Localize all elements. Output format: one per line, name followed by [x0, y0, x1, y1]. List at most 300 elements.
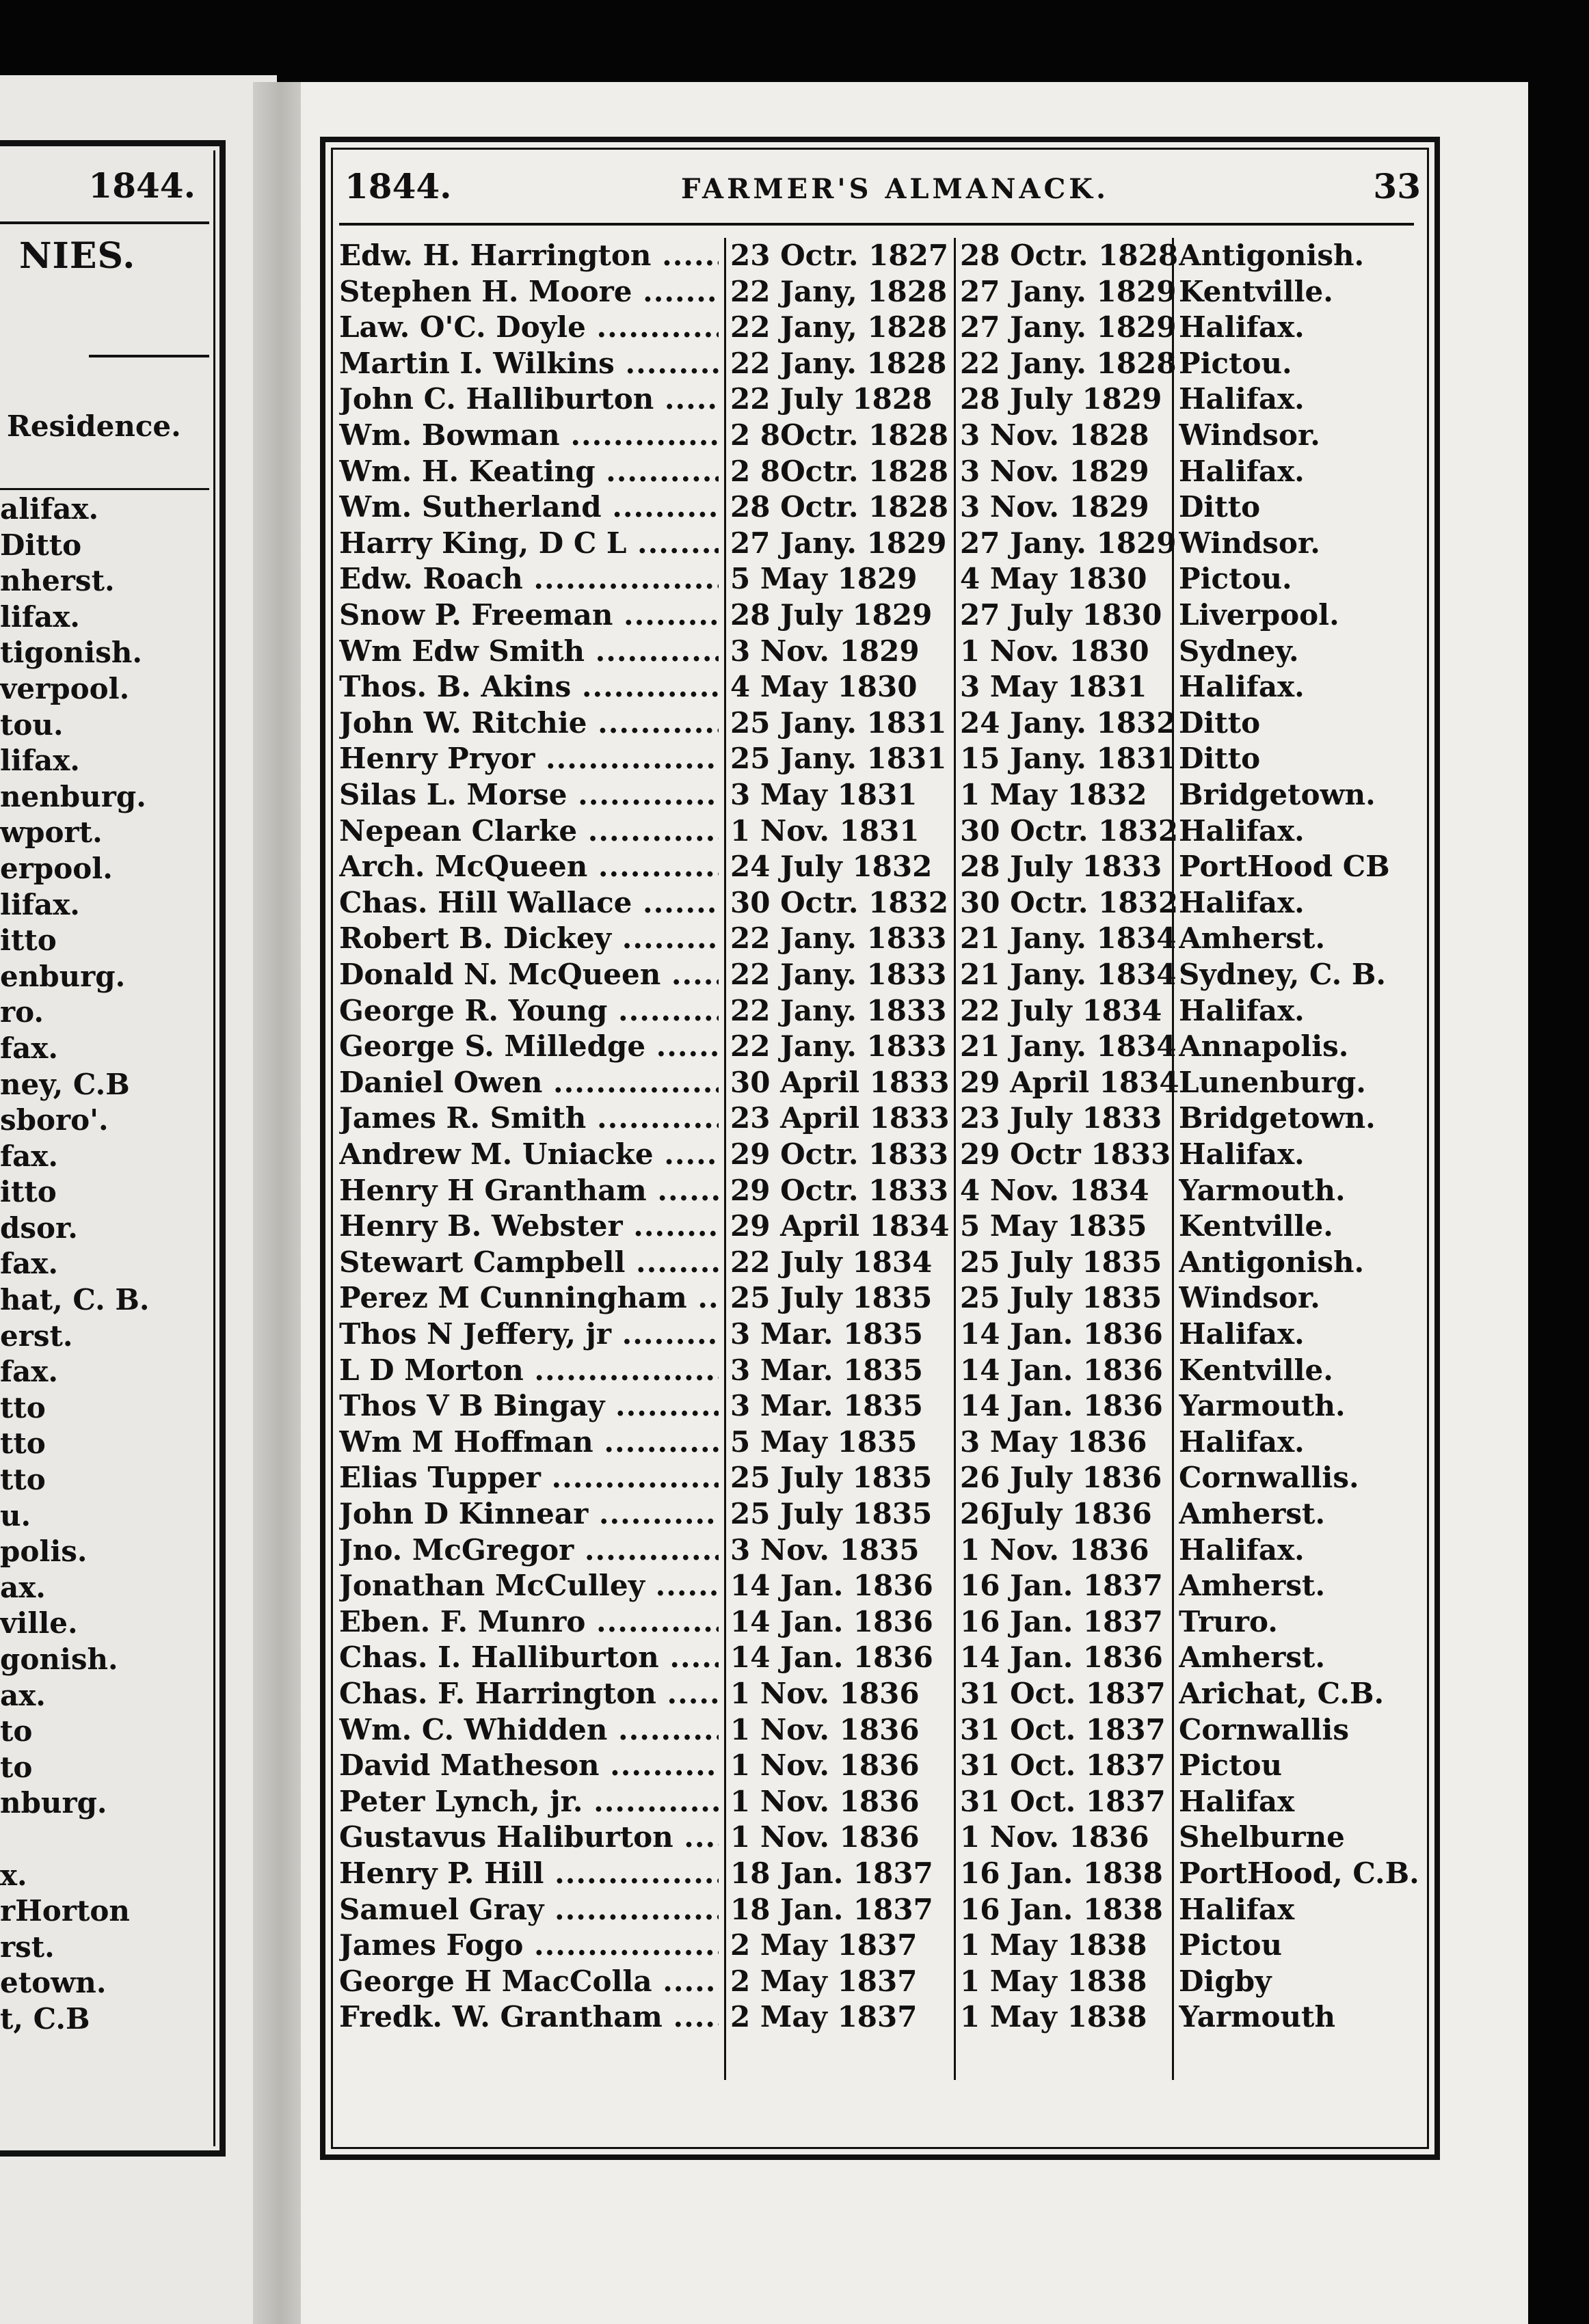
date-to: 16 Jan. 1837 — [960, 1604, 1163, 1638]
table-row — [325, 274, 1434, 310]
left-column-header: Residence. — [7, 409, 181, 443]
residence: Liverpool. — [1179, 598, 1339, 632]
member-name: John D Kinnear ..... — [339, 1496, 719, 1532]
date-to: 3 Nov. 1829 — [960, 490, 1149, 524]
member-name: Chas. F. Harrington ..... — [339, 1676, 719, 1712]
date-from: 3 May 1831 — [730, 778, 918, 811]
table-row — [325, 885, 1434, 921]
left-residence-item: ville. — [0, 1606, 78, 1640]
date-to: 21 Jany. 1834 — [960, 921, 1177, 956]
table-row — [325, 1280, 1434, 1316]
member-name: David Matheson ..... — [339, 1748, 719, 1784]
table-row — [325, 346, 1434, 382]
member-name: L D Morton ..... — [339, 1353, 719, 1389]
date-to: 21 Jany. 1834 — [960, 1029, 1177, 1064]
residence: Windsor. — [1179, 418, 1320, 452]
date-from: 23 Octr. 1827 — [730, 239, 949, 272]
date-from: 22 Jany. 1833 — [730, 921, 947, 956]
member-name: Henry P. Hill ..... — [339, 1856, 719, 1892]
date-from: 27 Jany. 1829 — [730, 526, 947, 560]
table-row — [325, 1496, 1434, 1532]
table-row — [325, 1065, 1434, 1101]
residence: Yarmouth — [1179, 2000, 1335, 2034]
date-to: 1 May 1838 — [960, 2000, 1147, 2034]
residence: PortHood, C.B. — [1179, 1856, 1419, 1890]
member-name: Henry Pryor ..... — [339, 741, 719, 777]
residence: Halifax. — [1179, 1532, 1305, 1567]
date-from: 3 Nov. 1829 — [730, 634, 920, 668]
residence: Antigonish. — [1179, 239, 1365, 272]
member-name: Samuel Gray ..... — [339, 1892, 719, 1928]
left-residence-item: tto — [0, 1390, 46, 1424]
residence: Digby — [1179, 1964, 1272, 1998]
left-residence-item: rst. — [0, 1930, 55, 1964]
date-to: 14 Jan. 1836 — [960, 1353, 1163, 1387]
table-row — [325, 741, 1434, 777]
member-name: Wm. H. Keating ..... — [339, 454, 719, 490]
table-row — [325, 813, 1434, 850]
residence: Halifax. — [1179, 454, 1305, 488]
residence: PortHood CB — [1179, 850, 1390, 884]
table-row — [325, 1460, 1434, 1496]
date-from: 22 Jany. 1828 — [730, 346, 947, 380]
member-name: Edw. H. Harrington ..... — [339, 238, 719, 274]
date-from: 1 Nov. 1836 — [730, 1784, 920, 1818]
date-from: 4 May 1830 — [730, 670, 918, 704]
left-residence-item: u. — [0, 1498, 31, 1532]
date-to: 14 Jan. 1836 — [960, 1317, 1163, 1351]
date-to: 4 Nov. 1834 — [960, 1173, 1149, 1207]
member-name: Wm Edw Smith ..... — [339, 634, 719, 670]
left-residence-item: nherst. — [0, 564, 115, 598]
left-residence-item: nenburg. — [0, 779, 146, 813]
residence: Kentville. — [1179, 1209, 1333, 1243]
member-name: Edw. Roach ..... — [339, 561, 719, 597]
residence: Windsor. — [1179, 526, 1320, 560]
left-page-heading: NIES. — [19, 235, 136, 277]
residence: Halifax — [1179, 1784, 1295, 1818]
member-name: Donald N. McQueen ..... — [339, 957, 719, 993]
left-residence-item: erst. — [0, 1319, 73, 1353]
date-to: 16 Jan. 1838 — [960, 1856, 1163, 1890]
residence: Ditto — [1179, 742, 1261, 776]
date-to: 1 Nov. 1836 — [960, 1532, 1149, 1567]
date-to: 21 Jany. 1834 — [960, 958, 1177, 991]
left-residence-item: itto — [0, 1175, 57, 1209]
date-from: 14 Jan. 1836 — [730, 1604, 933, 1638]
date-from: 25 July 1835 — [730, 1281, 933, 1315]
residence: Yarmouth. — [1179, 1389, 1346, 1423]
member-name: Wm. C. Whidden ..... — [339, 1712, 719, 1748]
member-name: Peter Lynch, jr. ..... — [339, 1784, 719, 1820]
residence: Antigonish. — [1179, 1245, 1365, 1279]
member-name: Henry B. Webster ..... — [339, 1208, 719, 1245]
table-row — [325, 1820, 1434, 1856]
date-from: 25 July 1835 — [730, 1497, 933, 1530]
left-residence-item: ney, C.B — [0, 1067, 130, 1101]
date-to: 31 Oct. 1837 — [960, 1677, 1166, 1710]
member-name: Chas. Hill Wallace ..... — [339, 885, 719, 921]
date-to: 26July 1836 — [960, 1497, 1152, 1530]
member-name: Arch. McQueen ..... — [339, 849, 719, 885]
table-row — [325, 454, 1434, 490]
date-to: 1 May 1838 — [960, 1964, 1147, 1998]
table-row — [325, 1568, 1434, 1604]
residence: Halifax. — [1179, 1137, 1305, 1171]
member-name: Perez M Cunningham ..... — [339, 1280, 719, 1316]
residence: Pictou — [1179, 1748, 1283, 1783]
date-to: 25 July 1835 — [960, 1245, 1162, 1279]
left-page-frame — [0, 140, 226, 2157]
date-from: 22 July 1834 — [730, 1245, 933, 1279]
date-from: 2 May 1837 — [730, 2000, 918, 2034]
page-year: 1844. — [345, 166, 452, 206]
left-heading-rule — [89, 355, 209, 357]
left-residence-item: to — [0, 1750, 33, 1784]
table-row — [325, 705, 1434, 742]
residence: Halifax. — [1179, 310, 1305, 344]
member-name: Fredk. W. Grantham ..... — [339, 1999, 719, 2036]
table-row — [325, 1137, 1434, 1173]
date-from: 18 Jan. 1837 — [730, 1856, 933, 1890]
member-name: Jonathan McCulley ..... — [339, 1568, 719, 1604]
member-name: Elias Tupper ..... — [339, 1460, 719, 1496]
left-residence-item: t, C.B — [0, 2001, 90, 2036]
date-to: 14 Jan. 1836 — [960, 1389, 1163, 1423]
left-residence-item: lifax. — [0, 599, 80, 634]
date-from: 1 Nov. 1836 — [730, 1820, 920, 1854]
date-from: 2 May 1837 — [730, 1928, 918, 1962]
member-name: Daniel Owen ..... — [339, 1065, 719, 1101]
member-name: Andrew M. Uniacke ..... — [339, 1137, 719, 1173]
date-from: 18 Jan. 1837 — [730, 1892, 933, 1926]
left-header-rule — [0, 221, 209, 224]
member-name: John W. Ritchie ..... — [339, 705, 719, 742]
date-from: 29 April 1834 — [730, 1209, 950, 1243]
left-residence-item: tto — [0, 1427, 46, 1461]
date-from: 28 July 1829 — [730, 598, 933, 632]
residence: Kentville. — [1179, 274, 1333, 308]
left-residence-item: tto — [0, 1463, 46, 1497]
member-name: Stephen H. Moore ..... — [339, 274, 719, 310]
left-subheader-rule — [0, 488, 209, 490]
member-name: Thos N Jeffery, jr ..... — [339, 1316, 719, 1353]
date-to: 1 Nov. 1830 — [960, 634, 1149, 668]
left-residence-item: tigonish. — [0, 636, 143, 670]
date-to: 31 Oct. 1837 — [960, 1748, 1166, 1783]
date-from: 2 8Octr. 1828 — [730, 418, 949, 452]
date-from: 2 May 1837 — [730, 1964, 918, 1998]
left-residence-item: sboro'. — [0, 1103, 109, 1137]
member-name: George S. Milledge ..... — [339, 1029, 719, 1065]
residence: Amherst. — [1179, 1569, 1326, 1603]
date-from: 22 Jany. 1833 — [730, 993, 947, 1027]
table-row — [325, 1748, 1434, 1784]
date-from: 5 May 1829 — [730, 562, 918, 596]
table-row — [325, 310, 1434, 346]
member-name: Nepean Clarke ..... — [339, 813, 719, 850]
left-residence-list — [0, 491, 219, 2038]
member-name: James Fogo ..... — [339, 1928, 719, 1964]
date-from: 1 Nov. 1831 — [730, 813, 920, 848]
date-to: 27 July 1830 — [960, 598, 1162, 632]
date-to: 5 May 1835 — [960, 1209, 1147, 1243]
date-to: 28 July 1829 — [960, 382, 1162, 416]
table-row — [325, 1388, 1434, 1424]
table-row — [325, 1964, 1434, 2000]
date-from: 30 Octr. 1832 — [730, 885, 949, 919]
member-name: Henry H Grantham ..... — [339, 1173, 719, 1209]
residence: Pictou. — [1179, 346, 1292, 380]
date-to: 1 Nov. 1836 — [960, 1820, 1149, 1854]
residence: Yarmouth. — [1179, 1173, 1346, 1207]
date-to: 4 May 1830 — [960, 562, 1147, 596]
member-name: Martin I. Wilkins ..... — [339, 346, 719, 382]
date-from: 22 Jany. 1833 — [730, 958, 947, 991]
residence: Halifax. — [1179, 813, 1305, 848]
left-residence-item: lifax. — [0, 887, 80, 921]
left-residence-item: erpool. — [0, 851, 113, 885]
residence: Annapolis. — [1179, 1029, 1349, 1064]
left-residence-item: fax. — [0, 1355, 58, 1389]
date-to: 28 Octr. 1828 — [960, 239, 1179, 272]
residence: Halifax. — [1179, 670, 1305, 704]
date-to: 3 May 1831 — [960, 670, 1147, 704]
header-rule — [339, 223, 1414, 226]
member-name: George R. Young ..... — [339, 993, 719, 1029]
date-to: 15 Jany. 1831 — [960, 742, 1177, 776]
member-name: James R. Smith ..... — [339, 1100, 719, 1137]
table-row — [325, 1532, 1434, 1569]
date-from: 1 Nov. 1836 — [730, 1677, 920, 1710]
member-name: Jno. McGregor ..... — [339, 1532, 719, 1569]
date-from: 3 Mar. 1835 — [730, 1317, 923, 1351]
table-row — [325, 921, 1434, 957]
residence: Sydney, C. B. — [1179, 958, 1387, 991]
member-name: Thos. B. Akins ..... — [339, 669, 719, 705]
table-row — [325, 238, 1434, 274]
member-name: Law. O'C. Doyle ..... — [339, 310, 719, 346]
table-row — [325, 1316, 1434, 1353]
table-row — [325, 526, 1434, 562]
residence: Cornwallis. — [1179, 1461, 1359, 1495]
left-page-year: 1844. — [88, 165, 196, 206]
left-residence-item: x. — [0, 1858, 27, 1892]
date-from: 1 Nov. 1836 — [730, 1748, 920, 1783]
member-name: Wm. Sutherland ..... — [339, 489, 719, 526]
left-residence-item: fax. — [0, 1031, 58, 1065]
residence: Halifax. — [1179, 1424, 1305, 1459]
member-name: Stewart Campbell ..... — [339, 1245, 719, 1281]
table-row — [325, 1928, 1434, 1964]
date-from: 30 April 1833 — [730, 1065, 950, 1099]
residence: Amherst. — [1179, 1497, 1326, 1530]
table-row — [325, 489, 1434, 526]
table-row — [325, 1856, 1434, 1892]
date-to: 26 July 1836 — [960, 1461, 1162, 1495]
left-residence-item: verpool. — [0, 671, 130, 705]
date-from: 25 July 1835 — [730, 1461, 933, 1495]
left-residence-item: ro. — [0, 995, 44, 1029]
date-from: 3 Mar. 1835 — [730, 1353, 923, 1387]
date-to: 27 Jany. 1829 — [960, 274, 1177, 308]
date-to: 1 May 1832 — [960, 778, 1147, 811]
left-residence-item: Ditto — [0, 528, 82, 562]
table-row — [325, 381, 1434, 418]
left-residence-item: alifax. — [0, 492, 99, 526]
date-from: 22 Jany, 1828 — [730, 310, 948, 344]
left-residence-item: polis. — [0, 1535, 88, 1569]
table-row — [325, 597, 1434, 634]
date-to: 28 July 1833 — [960, 850, 1162, 884]
table-row — [325, 1424, 1434, 1461]
left-residence-item: ax. — [0, 1570, 46, 1604]
left-residence-item: itto — [0, 923, 57, 958]
residence: Cornwallis — [1179, 1712, 1349, 1746]
left-residence-item — [0, 1822, 219, 1858]
table-row — [325, 1604, 1434, 1640]
residence: Halifax. — [1179, 885, 1305, 919]
date-to: 29 Octr 1833 — [960, 1137, 1171, 1171]
table-row — [325, 1245, 1434, 1281]
date-from: 28 Octr. 1828 — [730, 490, 949, 524]
residence: Sydney. — [1179, 634, 1299, 668]
date-from: 2 8Octr. 1828 — [730, 454, 949, 488]
residence: Lunenburg. — [1179, 1065, 1366, 1099]
date-to: 27 Jany. 1829 — [960, 310, 1177, 344]
date-to: 16 Jan. 1838 — [960, 1892, 1163, 1926]
member-name: Harry King, D C L ..... — [339, 526, 719, 562]
member-name: John C. Halliburton ..... — [339, 381, 719, 418]
date-to: 3 Nov. 1828 — [960, 418, 1149, 452]
residence: Arichat, C.B. — [1179, 1677, 1385, 1710]
left-residence-item: tou. — [0, 707, 64, 742]
residence: Ditto — [1179, 490, 1261, 524]
date-from: 22 Jany. 1833 — [730, 1029, 947, 1064]
date-from: 25 Jany. 1831 — [730, 742, 947, 776]
residence: Amherst. — [1179, 921, 1326, 956]
left-residence-item: wport. — [0, 815, 103, 850]
member-name: Thos V B Bingay ..... — [339, 1388, 719, 1424]
date-to: 31 Oct. 1837 — [960, 1784, 1166, 1818]
residence: Halifax. — [1179, 382, 1305, 416]
left-residence-item: fax. — [0, 1139, 58, 1173]
date-from: 22 Jany, 1828 — [730, 274, 948, 308]
date-from: 5 May 1835 — [730, 1424, 918, 1459]
member-name: Wm M Hoffman ..... — [339, 1424, 719, 1461]
table-row — [325, 957, 1434, 993]
residence: Pictou. — [1179, 562, 1292, 596]
date-to: 3 Nov. 1829 — [960, 454, 1149, 488]
table-row — [325, 1999, 1434, 2036]
date-from: 24 July 1832 — [730, 850, 933, 884]
page-number: 33 — [1373, 166, 1421, 206]
residence: Bridgetown. — [1179, 1101, 1376, 1135]
date-to: 22 July 1834 — [960, 993, 1162, 1027]
table-row — [325, 1784, 1434, 1820]
residence: Shelburne — [1179, 1820, 1345, 1854]
date-from: 14 Jan. 1836 — [730, 1569, 933, 1603]
date-to: 1 May 1838 — [960, 1928, 1147, 1962]
residence: Halifax. — [1179, 993, 1305, 1027]
table-row — [325, 418, 1434, 454]
left-residence-item: lifax. — [0, 744, 80, 778]
date-to: 29 April 1834 — [960, 1065, 1179, 1099]
table-row — [325, 634, 1434, 670]
table-row — [325, 1676, 1434, 1712]
table-row — [325, 777, 1434, 813]
member-name: Silas L. Morse ..... — [339, 777, 719, 813]
table-row — [325, 561, 1434, 597]
date-from: 29 Octr. 1833 — [730, 1137, 949, 1171]
table-row — [325, 1712, 1434, 1748]
table-row — [325, 1029, 1434, 1065]
date-from: 25 Jany. 1831 — [730, 705, 947, 740]
member-name: George H MacColla ..... — [339, 1964, 719, 2000]
residence: Bridgetown. — [1179, 778, 1376, 811]
table-row — [325, 1173, 1434, 1209]
date-to: 30 Octr. 1832 — [960, 813, 1179, 848]
member-name: Wm. Bowman ..... — [339, 418, 719, 454]
date-to: 22 Jany. 1828 — [960, 346, 1177, 380]
date-to: 27 Jany. 1829 — [960, 526, 1177, 560]
residence: Halifax — [1179, 1892, 1295, 1926]
residence: Halifax. — [1179, 1317, 1305, 1351]
date-from: 1 Nov. 1836 — [730, 1712, 920, 1746]
date-from: 23 April 1833 — [730, 1101, 950, 1135]
member-name: Chas. I. Halliburton ..... — [339, 1640, 719, 1676]
date-to: 24 Jany. 1832 — [960, 705, 1177, 740]
table-row — [325, 1640, 1434, 1676]
date-to: 14 Jan. 1836 — [960, 1640, 1163, 1675]
member-name: Gustavus Haliburton ..... — [339, 1820, 719, 1856]
residence: Amherst. — [1179, 1640, 1326, 1675]
left-residence-item: enburg. — [0, 959, 126, 993]
member-name: Snow P. Freeman ..... — [339, 597, 719, 634]
date-from: 3 Nov. 1835 — [730, 1532, 920, 1567]
date-to: 16 Jan. 1837 — [960, 1569, 1163, 1603]
table-row — [325, 1208, 1434, 1245]
left-residence-item: rHorton — [0, 1894, 130, 1928]
date-to: 30 Octr. 1832 — [960, 885, 1179, 919]
right-page-frame — [320, 137, 1440, 2160]
date-to: 3 May 1836 — [960, 1424, 1147, 1459]
running-title: FARMER'S ALMANACK. — [681, 173, 1109, 205]
table-row — [325, 1892, 1434, 1928]
left-residence-item: hat, C. B. — [0, 1283, 150, 1317]
member-name: Eben. F. Munro ..... — [339, 1604, 719, 1640]
table-row — [325, 849, 1434, 885]
member-name: Robert B. Dickey ..... — [339, 921, 719, 957]
date-to: 23 July 1833 — [960, 1101, 1162, 1135]
left-residence-item: etown. — [0, 1966, 107, 2000]
date-from: 14 Jan. 1836 — [730, 1640, 933, 1675]
date-from: 29 Octr. 1833 — [730, 1173, 949, 1207]
left-residence-item: gonish. — [0, 1643, 118, 1676]
left-residence-item: to — [0, 1714, 33, 1748]
date-from: 22 July 1828 — [730, 382, 933, 416]
left-residence-item: nburg. — [0, 1786, 107, 1820]
residence: Pictou — [1179, 1928, 1283, 1962]
residence: Truro. — [1179, 1604, 1278, 1638]
left-residence-item: fax. — [0, 1247, 58, 1281]
date-to: 25 July 1835 — [960, 1281, 1162, 1315]
residence: Ditto — [1179, 705, 1261, 740]
left-residence-item: dsor. — [0, 1211, 78, 1245]
table-row — [325, 669, 1434, 705]
date-from: 3 Mar. 1835 — [730, 1389, 923, 1423]
left-residence-item: ax. — [0, 1678, 46, 1712]
